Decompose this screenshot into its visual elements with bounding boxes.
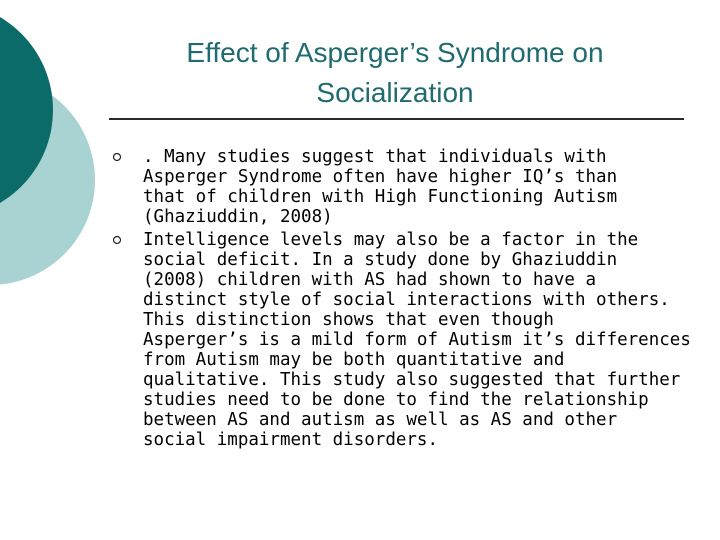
slide-title-line-1: Effect of Asperger’s Syndrome on [186,37,604,68]
decorative-circles-graphic [0,0,120,300]
hollow-circle-bullet-icon [112,152,122,162]
bullet-text-line: from Autism may be both quantitative and [143,350,565,370]
bullet-text-line: (Ghaziuddin, 2008) [143,207,333,227]
bullet-text-line: Intelligence levels may also be a factor in the [143,230,639,250]
bullet-list [112,147,691,453]
bullet-text-line: distinct style of social interactions with others. [143,290,670,310]
bullet-text-line: that of children with High Functioning Autism [143,187,618,207]
bullet-item [112,230,691,450]
bullet-text-line: (2008) children with AS had shown to have a [143,270,597,290]
bullet-text-line: qualitative. This study also suggested that further [143,370,681,390]
title-divider [109,118,684,120]
bullet-text-line: . Many studies suggest that individuals with [143,147,607,167]
bullet-text-line: Asperger Syndrome often have higher IQ’s than [143,167,618,187]
bullet-text-line: social deficit. In a study done by Ghaziuddin [143,250,618,270]
hollow-circle-bullet-icon [112,235,122,245]
slide-title-line-2: Socialization [316,77,474,108]
bullet-item [112,147,687,227]
bullet-text-line: social impairment disorders. [143,430,439,450]
bullet-text-line: Asperger’s is a mild form of Autism it’s differences [143,330,691,350]
bullet-text-line: studies need to be done to find the relationship [143,390,649,410]
bullet-text-line: between AS and autism as well as AS and other [143,410,618,430]
slide-title [110,33,680,113]
bullet-text-line: This distinction shows that even though [143,310,554,330]
